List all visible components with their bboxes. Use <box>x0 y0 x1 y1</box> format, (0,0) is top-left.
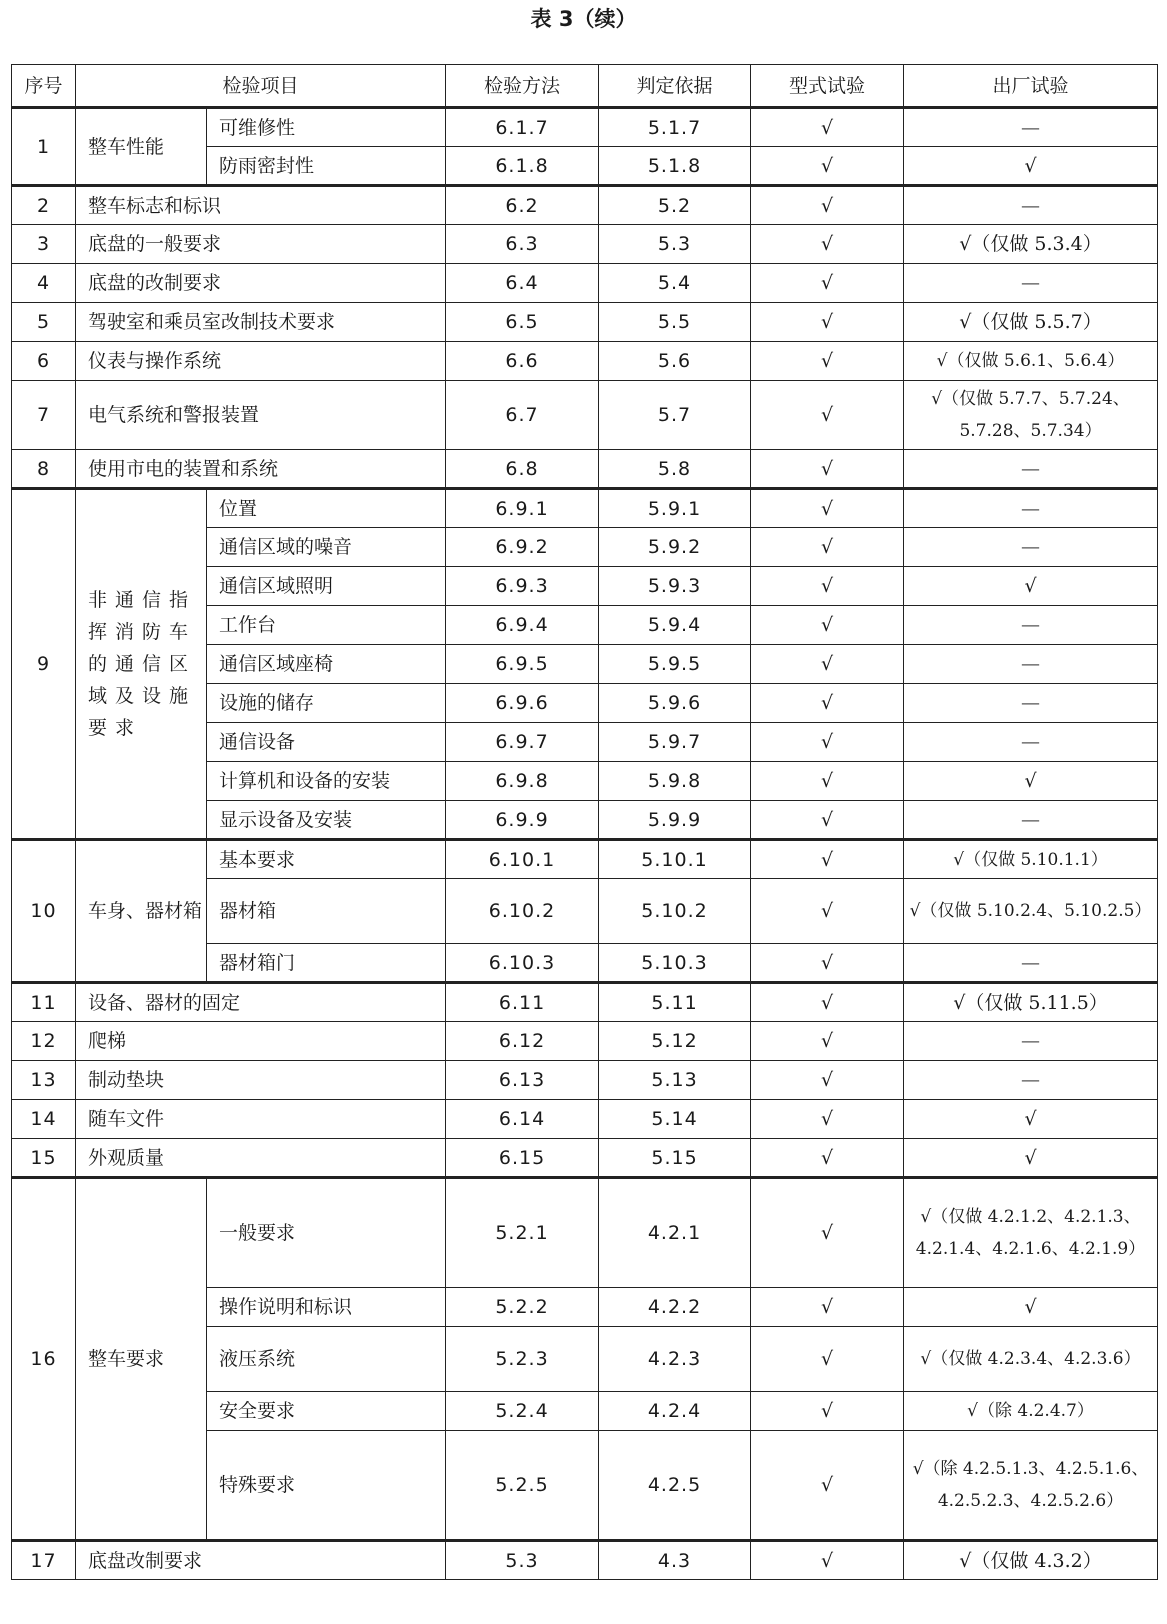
row-method: 5.2.4 <box>446 1392 599 1431</box>
row-factory-test: √（仅做 5.11.5） <box>904 983 1158 1022</box>
row-sub-item: 安全要求 <box>207 1392 446 1431</box>
row-type-test: √ <box>751 225 904 264</box>
row-basis: 5.4 <box>599 264 751 303</box>
row-type-test: √ <box>751 606 904 645</box>
row-factory-test: — <box>904 645 1158 684</box>
row-factory-test: √（除 4.2.4.7） <box>904 1392 1158 1431</box>
row-method: 6.3 <box>446 225 599 264</box>
table-row <box>12 1061 1158 1100</box>
row-factory-test: — <box>904 528 1158 567</box>
row-method: 6.1.8 <box>446 147 599 186</box>
row-type-test: √ <box>751 342 904 381</box>
row-sub-item: 器材箱 <box>207 879 446 944</box>
row-type-test: √ <box>751 528 904 567</box>
row-type-test: √ <box>751 1288 904 1327</box>
row-sub-item: 防雨密封性 <box>207 147 446 186</box>
row-factory-test: — <box>904 186 1158 225</box>
row-type-test: √ <box>751 801 904 840</box>
row-sub-item: 位置 <box>207 489 446 528</box>
row-sub-item: 器材箱门 <box>207 944 446 983</box>
row-sub-item: 计算机和设备的安装 <box>207 762 446 801</box>
row-basis: 5.8 <box>599 450 751 489</box>
row-seq: 16 <box>12 1178 76 1541</box>
row-basis: 5.10.3 <box>599 944 751 983</box>
row-seq: 8 <box>12 450 76 489</box>
row-method: 5.2.1 <box>446 1178 599 1288</box>
row-basis: 5.9.3 <box>599 567 751 606</box>
row-type-test: √ <box>751 1178 904 1288</box>
row-seq: 12 <box>12 1022 76 1061</box>
row-basis: 5.15 <box>599 1139 751 1178</box>
header-row <box>12 65 1158 108</box>
row-factory-test: — <box>904 264 1158 303</box>
row-method: 6.7 <box>446 381 599 450</box>
row-type-test: √ <box>751 489 904 528</box>
row-group: 车身、器材箱 <box>76 840 207 983</box>
row-method: 6.14 <box>446 1100 599 1139</box>
row-type-test: √ <box>751 450 904 489</box>
row-type-test: √ <box>751 723 904 762</box>
row-basis: 5.9.1 <box>599 489 751 528</box>
header-type-test: 型式试验 <box>751 65 904 108</box>
row-factory-test: √（仅做 5.6.1、5.6.4） <box>904 342 1158 381</box>
row-type-test: √ <box>751 186 904 225</box>
row-sub-item: 工作台 <box>207 606 446 645</box>
table-row <box>12 225 1158 264</box>
row-factory-test: √ <box>904 147 1158 186</box>
row-item: 底盘的改制要求 <box>76 264 446 303</box>
row-method: 6.15 <box>446 1139 599 1178</box>
row-group-text: 非通信指挥消防车的通信区域及设施要求 <box>88 589 197 739</box>
row-type-test: √ <box>751 1431 904 1541</box>
table-row <box>12 489 1158 528</box>
row-seq: 6 <box>12 342 76 381</box>
header-factory-test: 出厂试验 <box>904 65 1158 108</box>
row-type-test: √ <box>751 147 904 186</box>
row-seq: 1 <box>12 108 76 186</box>
row-sub-item: 通信区域照明 <box>207 567 446 606</box>
table-row <box>12 1541 1158 1580</box>
row-method: 5.2.2 <box>446 1288 599 1327</box>
row-factory-test: √ <box>904 567 1158 606</box>
table-row <box>12 840 1158 879</box>
table-row <box>12 303 1158 342</box>
row-factory-test: √ <box>904 762 1158 801</box>
row-item: 电气系统和警报装置 <box>76 381 446 450</box>
row-method: 5.3 <box>446 1541 599 1580</box>
row-sub-item: 液压系统 <box>207 1327 446 1392</box>
row-basis: 5.14 <box>599 1100 751 1139</box>
table-row <box>12 264 1158 303</box>
row-sub-item: 通信设备 <box>207 723 446 762</box>
row-basis: 5.9.2 <box>599 528 751 567</box>
row-type-test: √ <box>751 983 904 1022</box>
row-method: 6.9.5 <box>446 645 599 684</box>
table-row <box>12 450 1158 489</box>
row-factory-test: √（仅做 4.2.3.4、4.2.3.6） <box>904 1327 1158 1392</box>
row-type-test: √ <box>751 840 904 879</box>
table-row <box>12 342 1158 381</box>
row-basis: 5.10.2 <box>599 879 751 944</box>
row-seq: 9 <box>12 489 76 840</box>
row-type-test: √ <box>751 879 904 944</box>
row-sub-item: 显示设备及安装 <box>207 801 446 840</box>
row-basis: 5.9.9 <box>599 801 751 840</box>
row-seq: 11 <box>12 983 76 1022</box>
row-basis: 5.9.7 <box>599 723 751 762</box>
row-factory-test: √（仅做 4.3.2） <box>904 1541 1158 1580</box>
table-row <box>12 983 1158 1022</box>
row-factory-test: √（除 4.2.5.1.3、4.2.5.1.6、4.2.5.2.3、4.2.5.2.6） <box>904 1431 1158 1541</box>
row-type-test: √ <box>751 645 904 684</box>
row-type-test: √ <box>751 944 904 983</box>
row-factory-test: — <box>904 606 1158 645</box>
row-item: 外观质量 <box>76 1139 446 1178</box>
header-seq: 序号 <box>12 65 76 108</box>
row-sub-item: 一般要求 <box>207 1178 446 1288</box>
row-sub-item: 基本要求 <box>207 840 446 879</box>
row-seq: 4 <box>12 264 76 303</box>
row-factory-test: — <box>904 489 1158 528</box>
row-method: 6.9.2 <box>446 528 599 567</box>
row-factory-test: √ <box>904 1139 1158 1178</box>
header-method: 检验方法 <box>446 65 599 108</box>
row-method: 6.10.2 <box>446 879 599 944</box>
row-basis: 5.10.1 <box>599 840 751 879</box>
row-method: 6.9.9 <box>446 801 599 840</box>
row-method: 6.5 <box>446 303 599 342</box>
row-method: 6.10.1 <box>446 840 599 879</box>
row-basis: 5.13 <box>599 1061 751 1100</box>
row-seq: 13 <box>12 1061 76 1100</box>
row-item: 使用市电的装置和系统 <box>76 450 446 489</box>
row-basis: 4.3 <box>599 1541 751 1580</box>
row-seq: 10 <box>12 840 76 983</box>
row-group <box>76 489 207 840</box>
row-factory-test: — <box>904 108 1158 147</box>
row-method: 5.2.5 <box>446 1431 599 1541</box>
row-basis: 4.2.2 <box>599 1288 751 1327</box>
row-type-test: √ <box>751 1061 904 1100</box>
row-method: 5.2.3 <box>446 1327 599 1392</box>
header-basis: 判定依据 <box>599 65 751 108</box>
row-sub-item: 通信区域的噪音 <box>207 528 446 567</box>
row-type-test: √ <box>751 1541 904 1580</box>
row-basis: 5.5 <box>599 303 751 342</box>
row-group: 整车要求 <box>76 1178 207 1541</box>
row-method: 6.9.7 <box>446 723 599 762</box>
row-factory-test: — <box>904 684 1158 723</box>
row-basis: 5.9.8 <box>599 762 751 801</box>
row-factory-test: √（仅做 5.7.7、5.7.24、5.7.28、5.7.34） <box>904 381 1158 450</box>
row-factory-test: — <box>904 723 1158 762</box>
row-basis: 5.12 <box>599 1022 751 1061</box>
row-item: 驾驶室和乘员室改制技术要求 <box>76 303 446 342</box>
row-type-test: √ <box>751 1392 904 1431</box>
row-method: 6.1.7 <box>446 108 599 147</box>
row-method: 6.9.4 <box>446 606 599 645</box>
row-method: 6.9.6 <box>446 684 599 723</box>
table-row <box>12 108 1158 147</box>
row-type-test: √ <box>751 762 904 801</box>
row-basis: 4.2.5 <box>599 1431 751 1541</box>
row-basis: 5.2 <box>599 186 751 225</box>
row-factory-test: √（仅做 5.5.7） <box>904 303 1158 342</box>
row-factory-test: √（仅做 5.3.4） <box>904 225 1158 264</box>
row-method: 6.9.1 <box>446 489 599 528</box>
row-factory-test: — <box>904 1022 1158 1061</box>
row-type-test: √ <box>751 567 904 606</box>
header-item: 检验项目 <box>76 65 446 108</box>
row-item: 底盘改制要求 <box>76 1541 446 1580</box>
row-type-test: √ <box>751 108 904 147</box>
table-row <box>12 1022 1158 1061</box>
row-factory-test: √（仅做 5.10.2.4、5.10.2.5） <box>904 879 1158 944</box>
row-type-test: √ <box>751 1100 904 1139</box>
row-basis: 5.9.5 <box>599 645 751 684</box>
row-sub-item: 通信区域座椅 <box>207 645 446 684</box>
row-type-test: √ <box>751 684 904 723</box>
row-method: 6.2 <box>446 186 599 225</box>
table-row <box>12 381 1158 450</box>
row-factory-test: √ <box>904 1100 1158 1139</box>
row-seq: 15 <box>12 1139 76 1178</box>
row-seq: 7 <box>12 381 76 450</box>
row-seq: 14 <box>12 1100 76 1139</box>
row-basis: 4.2.3 <box>599 1327 751 1392</box>
row-factory-test: — <box>904 944 1158 983</box>
row-method: 6.4 <box>446 264 599 303</box>
row-basis: 5.11 <box>599 983 751 1022</box>
table-caption: 表 3（续） <box>530 7 637 31</box>
row-method: 6.13 <box>446 1061 599 1100</box>
row-type-test: √ <box>751 1327 904 1392</box>
row-seq: 2 <box>12 186 76 225</box>
row-basis: 5.1.8 <box>599 147 751 186</box>
row-sub-item: 可维修性 <box>207 108 446 147</box>
row-factory-test: — <box>904 801 1158 840</box>
row-method: 6.12 <box>446 1022 599 1061</box>
row-factory-test: √ <box>904 1288 1158 1327</box>
row-factory-test: — <box>904 1061 1158 1100</box>
table-row <box>12 1100 1158 1139</box>
row-item: 整车标志和标识 <box>76 186 446 225</box>
row-type-test: √ <box>751 381 904 450</box>
row-type-test: √ <box>751 1022 904 1061</box>
row-group: 整车性能 <box>76 108 207 186</box>
row-method: 6.11 <box>446 983 599 1022</box>
table-row <box>12 186 1158 225</box>
row-sub-item: 设施的储存 <box>207 684 446 723</box>
row-type-test: √ <box>751 264 904 303</box>
row-basis: 5.6 <box>599 342 751 381</box>
row-factory-test: √（仅做 4.2.1.2、4.2.1.3、4.2.1.4、4.2.1.6、4.2.1.9） <box>904 1178 1158 1288</box>
row-seq: 17 <box>12 1541 76 1580</box>
table-row <box>12 1178 1158 1288</box>
row-item: 设备、器材的固定 <box>76 983 446 1022</box>
row-method: 6.6 <box>446 342 599 381</box>
row-basis: 5.3 <box>599 225 751 264</box>
inspection-table <box>11 64 1158 1580</box>
row-type-test: √ <box>751 303 904 342</box>
row-type-test: √ <box>751 1139 904 1178</box>
row-seq: 3 <box>12 225 76 264</box>
row-basis: 5.7 <box>599 381 751 450</box>
row-seq: 5 <box>12 303 76 342</box>
row-method: 6.9.8 <box>446 762 599 801</box>
row-basis: 5.9.4 <box>599 606 751 645</box>
table-row <box>12 1139 1158 1178</box>
row-item: 底盘的一般要求 <box>76 225 446 264</box>
row-method: 6.9.3 <box>446 567 599 606</box>
row-basis: 5.1.7 <box>599 108 751 147</box>
row-method: 6.10.3 <box>446 944 599 983</box>
row-item: 爬梯 <box>76 1022 446 1061</box>
row-sub-item: 特殊要求 <box>207 1431 446 1541</box>
row-factory-test: √（仅做 5.10.1.1） <box>904 840 1158 879</box>
row-item: 仪表与操作系统 <box>76 342 446 381</box>
row-sub-item: 操作说明和标识 <box>207 1288 446 1327</box>
row-basis: 5.9.6 <box>599 684 751 723</box>
row-method: 6.8 <box>446 450 599 489</box>
row-factory-test: — <box>904 450 1158 489</box>
row-basis: 4.2.1 <box>599 1178 751 1288</box>
row-basis: 4.2.4 <box>599 1392 751 1431</box>
row-item: 制动垫块 <box>76 1061 446 1100</box>
row-item: 随车文件 <box>76 1100 446 1139</box>
